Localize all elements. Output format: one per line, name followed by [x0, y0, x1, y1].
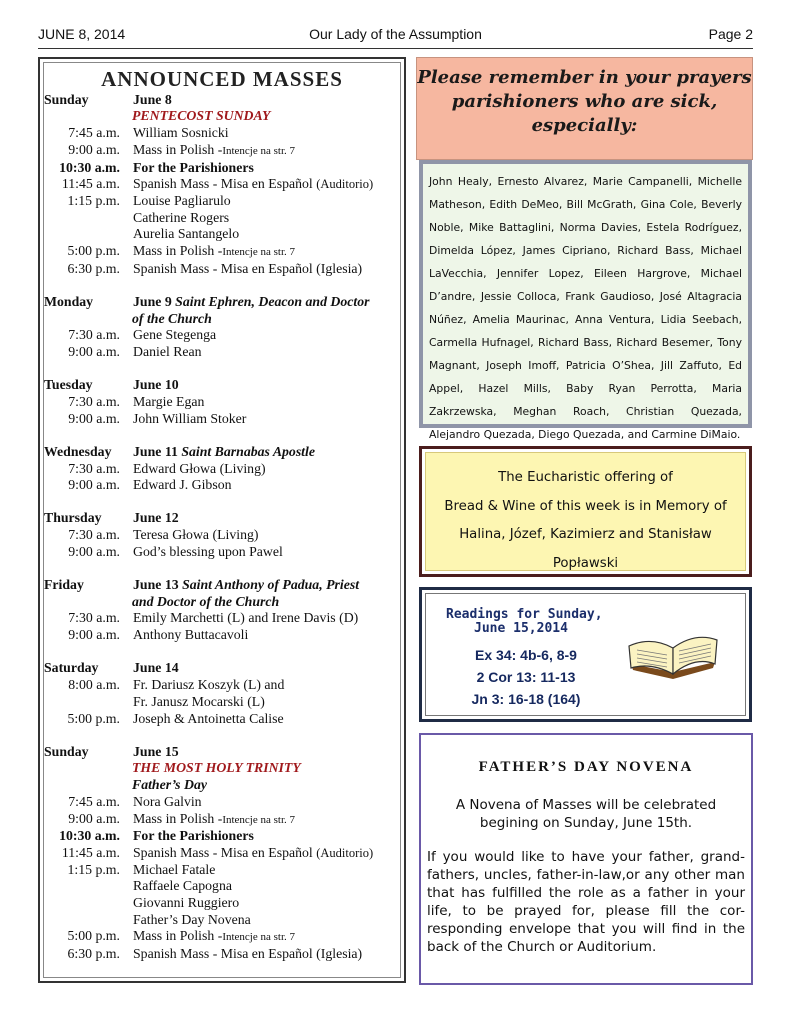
- intention-text: Edward J. Gibson: [133, 477, 232, 493]
- mass-entry: [43, 811, 404, 829]
- offering-line: The Eucharistic offering of: [498, 470, 673, 485]
- day-heading: [129, 577, 404, 594]
- mass-time-value: 7:30 a.m.: [68, 393, 120, 409]
- masses-title: ANNOUNCED MASSES: [101, 67, 343, 91]
- day-date: June 12: [133, 510, 179, 526]
- fathers-day-novena-box: [419, 733, 753, 985]
- intention-text: Father’s Day Novena: [133, 911, 251, 927]
- mass-day: [43, 577, 404, 644]
- mass-entry: [43, 895, 404, 912]
- mass-entry: [43, 193, 404, 210]
- mass-day: [43, 744, 404, 963]
- readings-title-line: June 15,2014: [474, 621, 568, 636]
- mass-intention: [129, 411, 404, 428]
- mass-entry: [43, 125, 404, 142]
- mass-entry: [43, 527, 404, 544]
- mass-intention: [129, 862, 404, 879]
- intention-text: Anthony Buttacavoli: [133, 627, 249, 643]
- mass-entry: [43, 610, 404, 627]
- intention-text: Mass in Polish -: [133, 243, 223, 259]
- mass-time: [43, 694, 129, 711]
- mass-entry: [43, 912, 404, 929]
- intention-text: Spanish Mass - Misa en Español: [133, 844, 313, 860]
- offering-line: Halina, Józef, Kazimierz and Stanisław: [459, 527, 712, 542]
- mass-intention: [129, 694, 404, 711]
- mass-time-value: 7:30 a.m.: [68, 610, 120, 626]
- mass-entry: [43, 142, 404, 160]
- mass-time: [43, 627, 129, 644]
- day-label: Saturday: [44, 660, 99, 676]
- intention-text: Teresa Głowa (Living): [133, 527, 259, 543]
- offering-line: Popławski: [552, 555, 619, 571]
- mass-intention: [129, 828, 404, 845]
- mass-intention: [129, 394, 404, 411]
- mass-entry: [43, 845, 404, 862]
- mass-intention: [129, 527, 404, 544]
- intention-location: (Auditorio): [316, 845, 374, 860]
- intention-text: Mass in Polish -: [133, 810, 223, 826]
- offering-line: Bread & Wine of this week is in Memory of: [444, 498, 727, 514]
- mass-intention: [129, 461, 404, 478]
- mass-time-value: 1:15 p.m.: [67, 192, 120, 208]
- reading-item: Ex 34: 4b-6, 8-9: [475, 647, 577, 663]
- prayer-title-line: Please remember in your prayers: [417, 67, 752, 88]
- intention-text: Catherine Rogers: [133, 209, 230, 225]
- mass-time: [43, 527, 129, 544]
- mass-entry: [43, 477, 404, 494]
- day-label: Sunday: [44, 743, 89, 759]
- mass-entry: [43, 226, 404, 243]
- mass-intention: [129, 176, 404, 193]
- day-heading: [129, 744, 404, 761]
- mass-time: [43, 544, 129, 561]
- mass-time: [43, 794, 129, 811]
- day-date: June 14: [133, 660, 179, 676]
- reading-item: Jn 3: 16-18 (164): [471, 691, 581, 707]
- mass-entry: [43, 794, 404, 811]
- mass-day: [43, 510, 404, 560]
- feast-subtitle: and Doctor of the Church: [132, 593, 280, 609]
- intention-text: Giovanni Ruggiero: [133, 895, 240, 911]
- mass-time-value: 11:45 a.m.: [61, 844, 120, 860]
- mass-time-value: 5:00 p.m.: [67, 243, 120, 259]
- day-label: Thursday: [44, 510, 102, 526]
- mass-entry: [43, 243, 404, 261]
- header-rule: [38, 48, 753, 49]
- mass-time: [43, 477, 129, 494]
- eucharistic-offering-text: [425, 452, 746, 571]
- mass-day: [43, 444, 404, 494]
- readings-title-line: Readings for Sunday,: [446, 607, 603, 622]
- intention-text: William Sosnicki: [133, 125, 229, 141]
- day-date: June 8: [133, 91, 172, 107]
- mass-intention: [129, 142, 404, 160]
- mass-time: [43, 125, 129, 142]
- mass-intention: [129, 811, 404, 829]
- mass-intention: [129, 878, 404, 895]
- prayer-title-line: parishioners who are sick,: [451, 91, 718, 112]
- mass-entry: [43, 461, 404, 478]
- day-date: June 9: [133, 293, 172, 309]
- mass-entry: [43, 210, 404, 227]
- page-number: Page 2: [708, 26, 753, 42]
- mass-intention: [129, 928, 404, 946]
- mass-intention: [129, 125, 404, 142]
- intention-note: Intencje na str. 7: [222, 931, 296, 944]
- novena-instructions: If you would like to have your father, grand-fathers, uncles, father-in-law,or any other man that has fulfilled the role as a father in your life, to be prayed for, please fill the cor-responding envelope that you will find in the back of the Church or Auditorium.: [427, 849, 745, 955]
- mass-time: [43, 461, 129, 478]
- mass-time-value: 9:00 a.m.: [68, 627, 120, 643]
- mass-time: [43, 193, 129, 210]
- day-label: Wednesday: [44, 443, 112, 459]
- mass-entry: [43, 677, 404, 694]
- mass-time-value: 8:00 a.m.: [68, 677, 120, 693]
- novena-title: FATHER’S DAY NOVENA: [478, 759, 694, 775]
- mass-time: [43, 946, 129, 963]
- reading-item: 2 Cor 13: 11-13: [476, 669, 576, 685]
- mass-time: [43, 711, 129, 728]
- intention-text: Emily Marchetti (L) and Irene Davis (D): [133, 610, 359, 626]
- feast-subtitle: Father’s Day: [132, 777, 207, 793]
- prayer-request-box: [416, 57, 753, 160]
- day-heading: [129, 92, 404, 109]
- mass-intention: [129, 845, 404, 862]
- day-date: June 13: [133, 577, 179, 593]
- mass-entry: [43, 160, 404, 177]
- mass-time-value: 1:15 p.m.: [67, 861, 120, 877]
- intention-note: Intencje na str. 7: [222, 246, 296, 259]
- intention-note: Intencje na str. 7: [222, 144, 296, 157]
- mass-time: [43, 142, 129, 160]
- mass-time: [43, 394, 129, 411]
- intention-text: Mass in Polish -: [133, 928, 223, 944]
- mass-time: [43, 928, 129, 946]
- mass-time: [43, 243, 129, 261]
- readings-inner: [425, 593, 746, 716]
- mass-intention: [129, 477, 404, 494]
- sick-list-box: [419, 160, 752, 441]
- mass-time-value: 10:30 a.m.: [59, 159, 120, 175]
- mass-time-value: 9:00 a.m.: [68, 810, 120, 826]
- mass-time-value: 5:00 p.m.: [67, 928, 120, 944]
- prayer-request-title: [417, 66, 752, 138]
- mass-day: [43, 92, 404, 278]
- feast-name: Saint Barnabas Apostle: [181, 443, 315, 459]
- intention-text: For the Parishioners: [133, 828, 254, 844]
- intention-text: Margie Egan: [133, 393, 205, 409]
- day-label: Sunday: [44, 91, 89, 107]
- mass-time-value: 9:00 a.m.: [68, 477, 120, 493]
- mass-time: [43, 878, 129, 895]
- mass-entry: [43, 394, 404, 411]
- mass-entry: [43, 544, 404, 561]
- mass-time-value: 5:00 p.m.: [67, 710, 120, 726]
- mass-intention: [129, 210, 404, 227]
- mass-intention: [129, 711, 404, 728]
- day-heading: [129, 294, 404, 311]
- eucharistic-offering-box: [419, 446, 752, 577]
- mass-entry: [43, 694, 404, 711]
- day-label: Tuesday: [44, 377, 93, 393]
- feast-name: PENTECOST SUNDAY: [132, 108, 271, 124]
- mass-time-value: 6:30 p.m.: [67, 260, 120, 276]
- feast-subtitle: of the Church: [132, 310, 212, 326]
- day-heading: [129, 377, 404, 394]
- mass-intention: [129, 160, 404, 177]
- intention-text: Spanish Mass - Misa en Español: [133, 176, 313, 192]
- mass-day: [43, 294, 404, 361]
- mass-intention: [129, 677, 404, 694]
- prayer-title-line: especially:: [531, 115, 638, 136]
- readings-list: [446, 644, 606, 710]
- page-header: [38, 26, 753, 48]
- day-date: June 15: [133, 743, 179, 759]
- mass-time: [43, 327, 129, 344]
- mass-time: [43, 344, 129, 361]
- day-heading: [129, 444, 404, 461]
- issue-date: JUNE 8, 2014: [38, 26, 126, 42]
- mass-time-value: 9:00 a.m.: [68, 410, 120, 426]
- mass-time: [43, 261, 129, 278]
- masses-schedule: [40, 92, 404, 963]
- intention-text: Fr. Dariusz Koszyk (L) and: [133, 677, 285, 693]
- intention-text: Spanish Mass - Misa en Español (Iglesia): [133, 946, 363, 962]
- intention-text: Nora Galvin: [133, 793, 202, 809]
- intention-text: Louise Pagliarulo: [133, 192, 231, 208]
- intention-text: Aurelia Santangelo: [133, 226, 240, 242]
- day-label: Monday: [44, 293, 94, 309]
- mass-time: [43, 160, 129, 177]
- readings-title: [446, 608, 616, 636]
- day-date: June 10: [133, 377, 179, 393]
- mass-time: [43, 610, 129, 627]
- mass-day: [43, 660, 404, 727]
- mass-entry: [43, 828, 404, 845]
- mass-time: [43, 811, 129, 829]
- mass-entry: [43, 344, 404, 361]
- mass-time-value: 9:00 a.m.: [68, 543, 120, 559]
- mass-time: [43, 845, 129, 862]
- mass-entry: [43, 411, 404, 428]
- mass-entry: [43, 261, 404, 278]
- sick-names: John Healy, Ernesto Alvarez, Marie Campanelli, Michelle Matheson, Edith DeMeo, Bill McGrath, Gina Cole, Beverly Noble, Mike Battaglini, Norma Davies, Estela Rodríguez, Dimelda López, James Cipriano, Richard Bass, Michael LaVecchia, Jennifer Lopez, Eileen Hargrove, Michael D’andre, Jessie Colloca, Frank Gaudioso, José Altagracia Núñez, Amelia Maurinac, Anna Ventura, Lidia Seebach, Carmella Hufnagel, Richard Bass, Richard Besemer, Tony Magnant, Joseph Imoff, Patricia O’Shea, Jill Zaffuto, Ed Appel, Hazel Mills, Baby Ryan Perrotta, Maria Zakrzewska, Meghan Roach, Christian Quezada, Alejandro Quezada, Diego Quezada, and Carmine DiMaio.: [429, 175, 742, 441]
- mass-intention: [129, 226, 404, 243]
- intention-text: God’s blessing upon Pawel: [133, 543, 283, 559]
- open-book-icon: [625, 624, 721, 686]
- mass-intention: [129, 261, 404, 278]
- mass-intention: [129, 344, 404, 361]
- feast-name: THE MOST HOLY TRINITY: [132, 760, 301, 776]
- intention-text: John William Stoker: [133, 410, 247, 426]
- mass-time-value: 7:45 a.m.: [68, 793, 120, 809]
- mass-time-value: 7:30 a.m.: [68, 460, 120, 476]
- mass-entry: [43, 627, 404, 644]
- intention-text: Edward Głowa (Living): [133, 460, 266, 476]
- mass-time-value: 10:30 a.m.: [59, 828, 120, 844]
- intention-text: Spanish Mass - Misa en Español (Iglesia): [133, 260, 363, 276]
- intention-text: For the Parishioners: [133, 159, 254, 175]
- intention-text: Mass in Polish -: [133, 141, 223, 157]
- mass-time: [43, 895, 129, 912]
- intention-location: (Auditorio): [316, 177, 374, 192]
- mass-time: [43, 210, 129, 227]
- intention-text: Raffaele Capogna: [133, 878, 232, 894]
- mass-time: [43, 828, 129, 845]
- readings-box: [419, 587, 752, 722]
- mass-intention: [129, 243, 404, 261]
- day-heading: [129, 660, 404, 677]
- mass-time-value: 7:45 a.m.: [68, 125, 120, 141]
- mass-intention: [129, 544, 404, 561]
- mass-time: [43, 411, 129, 428]
- intention-text: Joseph & Antoinetta Calise: [133, 710, 284, 726]
- mass-time: [43, 226, 129, 243]
- mass-intention: [129, 327, 404, 344]
- mass-time: [43, 862, 129, 879]
- parish-name: Our Lady of the Assumption: [309, 26, 482, 42]
- mass-intention: [129, 794, 404, 811]
- mass-time-value: 7:30 a.m.: [68, 527, 120, 543]
- novena-announcement: A Novena of Masses will be celebrated begining on Sunday, June 15th.: [455, 797, 717, 831]
- mass-entry: [43, 878, 404, 895]
- feast-name: Saint Anthony of Padua, Priest: [182, 577, 360, 593]
- mass-entry: [43, 176, 404, 193]
- mass-entry: [43, 327, 404, 344]
- intention-text: Fr. Janusz Mocarski (L): [133, 693, 265, 709]
- mass-time: [43, 912, 129, 929]
- mass-time-value: 7:30 a.m.: [68, 327, 120, 343]
- mass-time-value: 6:30 p.m.: [67, 946, 120, 962]
- intention-text: Daniel Rean: [133, 344, 202, 360]
- mass-time: [43, 176, 129, 193]
- mass-entry: [43, 928, 404, 946]
- mass-entry: [43, 711, 404, 728]
- mass-time: [43, 677, 129, 694]
- intention-note: Intencje na str. 7: [222, 813, 296, 826]
- mass-entry: [43, 862, 404, 879]
- mass-intention: [129, 895, 404, 912]
- mass-time-value: 9:00 a.m.: [68, 344, 120, 360]
- mass-entry: [43, 946, 404, 963]
- intention-text: Gene Stegenga: [133, 327, 217, 343]
- announced-masses-panel: [38, 57, 406, 983]
- mass-intention: [129, 912, 404, 929]
- feast-name: Saint Ephren, Deacon and Doctor: [175, 293, 370, 309]
- day-date: June 11: [133, 443, 178, 459]
- mass-intention: [129, 193, 404, 210]
- mass-intention: [129, 627, 404, 644]
- mass-intention: [129, 946, 404, 963]
- mass-time-value: 9:00 a.m.: [68, 141, 120, 157]
- mass-intention: [129, 610, 404, 627]
- intention-text: Michael Fatale: [133, 861, 216, 877]
- mass-day: [43, 377, 404, 427]
- mass-time-value: 11:45 a.m.: [61, 176, 120, 192]
- day-heading: [129, 510, 404, 527]
- day-label: Friday: [44, 577, 84, 593]
